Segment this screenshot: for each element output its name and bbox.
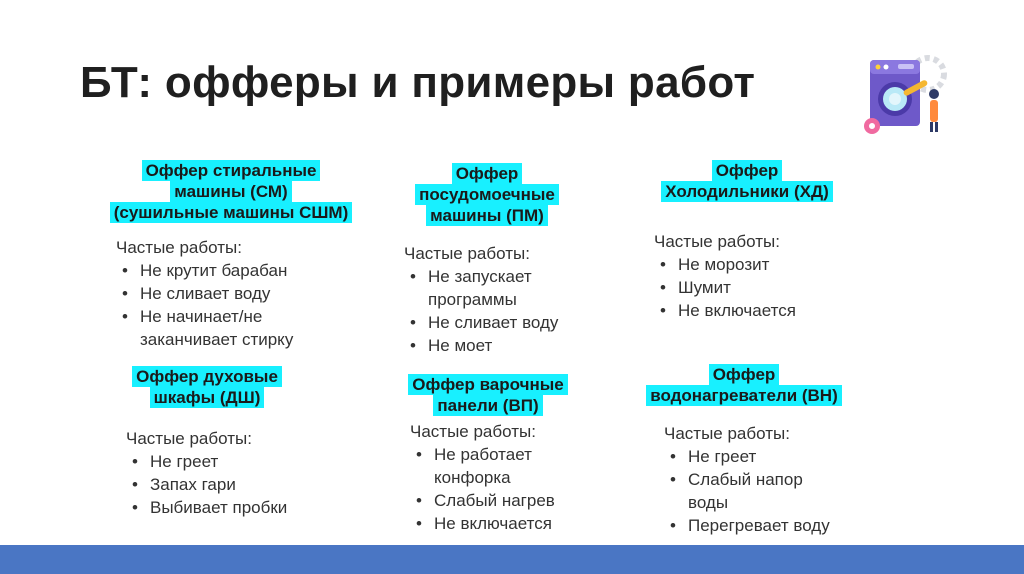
list-item: • Не включается xyxy=(654,299,854,322)
list-item: • Выбивает пробки xyxy=(126,496,346,519)
works-subtitle: Частые работы: xyxy=(404,244,530,263)
list-item: • Не крутит барабан xyxy=(116,259,376,282)
offer-washing-machines xyxy=(96,160,366,223)
offer-cooktops xyxy=(386,374,590,416)
offer-ovens xyxy=(112,366,302,408)
offer-title: Оффер варочные панели (ВП) xyxy=(386,374,590,416)
offer-refrigerators-works xyxy=(654,230,854,322)
offer-title: Оффер стиральные машины (СМ) (сушильные машины СШМ) xyxy=(96,160,366,223)
works-list xyxy=(126,450,346,519)
offer-title: Оффер духовые шкафы (ДШ) xyxy=(112,366,302,408)
washing-machine-repair-icon xyxy=(858,44,950,136)
list-item: • Не сливает воду xyxy=(404,311,604,334)
list-item: • Не сливает воду xyxy=(116,282,376,305)
offer-title: Оффер Холодильники (ХД) xyxy=(642,160,852,202)
works-list xyxy=(664,445,884,537)
works-subtitle: Частые работы: xyxy=(126,429,252,448)
offer-cooktops-works xyxy=(410,420,610,535)
offer-ovens-works xyxy=(126,427,346,519)
works-list xyxy=(654,253,854,322)
list-item: • Не моет xyxy=(404,334,604,357)
offer-water-heaters xyxy=(626,364,862,406)
works-list xyxy=(116,259,376,351)
list-item: • Перегревает воду xyxy=(664,514,884,537)
offer-water-heaters-works xyxy=(664,422,884,537)
list-item: • Не включается xyxy=(410,512,610,535)
offer-dishwashers-works xyxy=(404,242,604,357)
offer-dishwashers xyxy=(398,163,576,226)
offer-washing-machines-works xyxy=(116,236,376,351)
list-item: • Не работает конфорка xyxy=(410,443,610,489)
list-item: • Не греет xyxy=(126,450,346,473)
offer-title: Оффер водонагреватели (ВН) xyxy=(626,364,862,406)
list-item: • Не запускает программы xyxy=(404,265,604,311)
list-item: • Шумит xyxy=(654,276,854,299)
offer-refrigerators xyxy=(642,160,852,202)
works-subtitle: Частые работы: xyxy=(664,424,790,443)
works-list xyxy=(410,443,610,535)
works-subtitle: Частые работы: xyxy=(654,232,780,251)
list-item: • Слабый напор воды xyxy=(664,468,884,514)
works-subtitle: Частые работы: xyxy=(410,422,536,441)
offer-title: Оффер посудомоечные машины (ПМ) xyxy=(398,163,576,226)
list-item: • Не греет xyxy=(664,445,884,468)
list-item: • Не морозит xyxy=(654,253,854,276)
works-list xyxy=(404,265,604,357)
slide-title: БТ: офферы и примеры работ xyxy=(80,58,756,107)
list-item: • Не начинает/не заканчивает стирку xyxy=(116,305,376,351)
works-subtitle: Частые работы: xyxy=(116,238,242,257)
list-item: • Слабый нагрев xyxy=(410,489,610,512)
list-item: • Запах гари xyxy=(126,473,346,496)
footer-bar xyxy=(0,545,1024,574)
